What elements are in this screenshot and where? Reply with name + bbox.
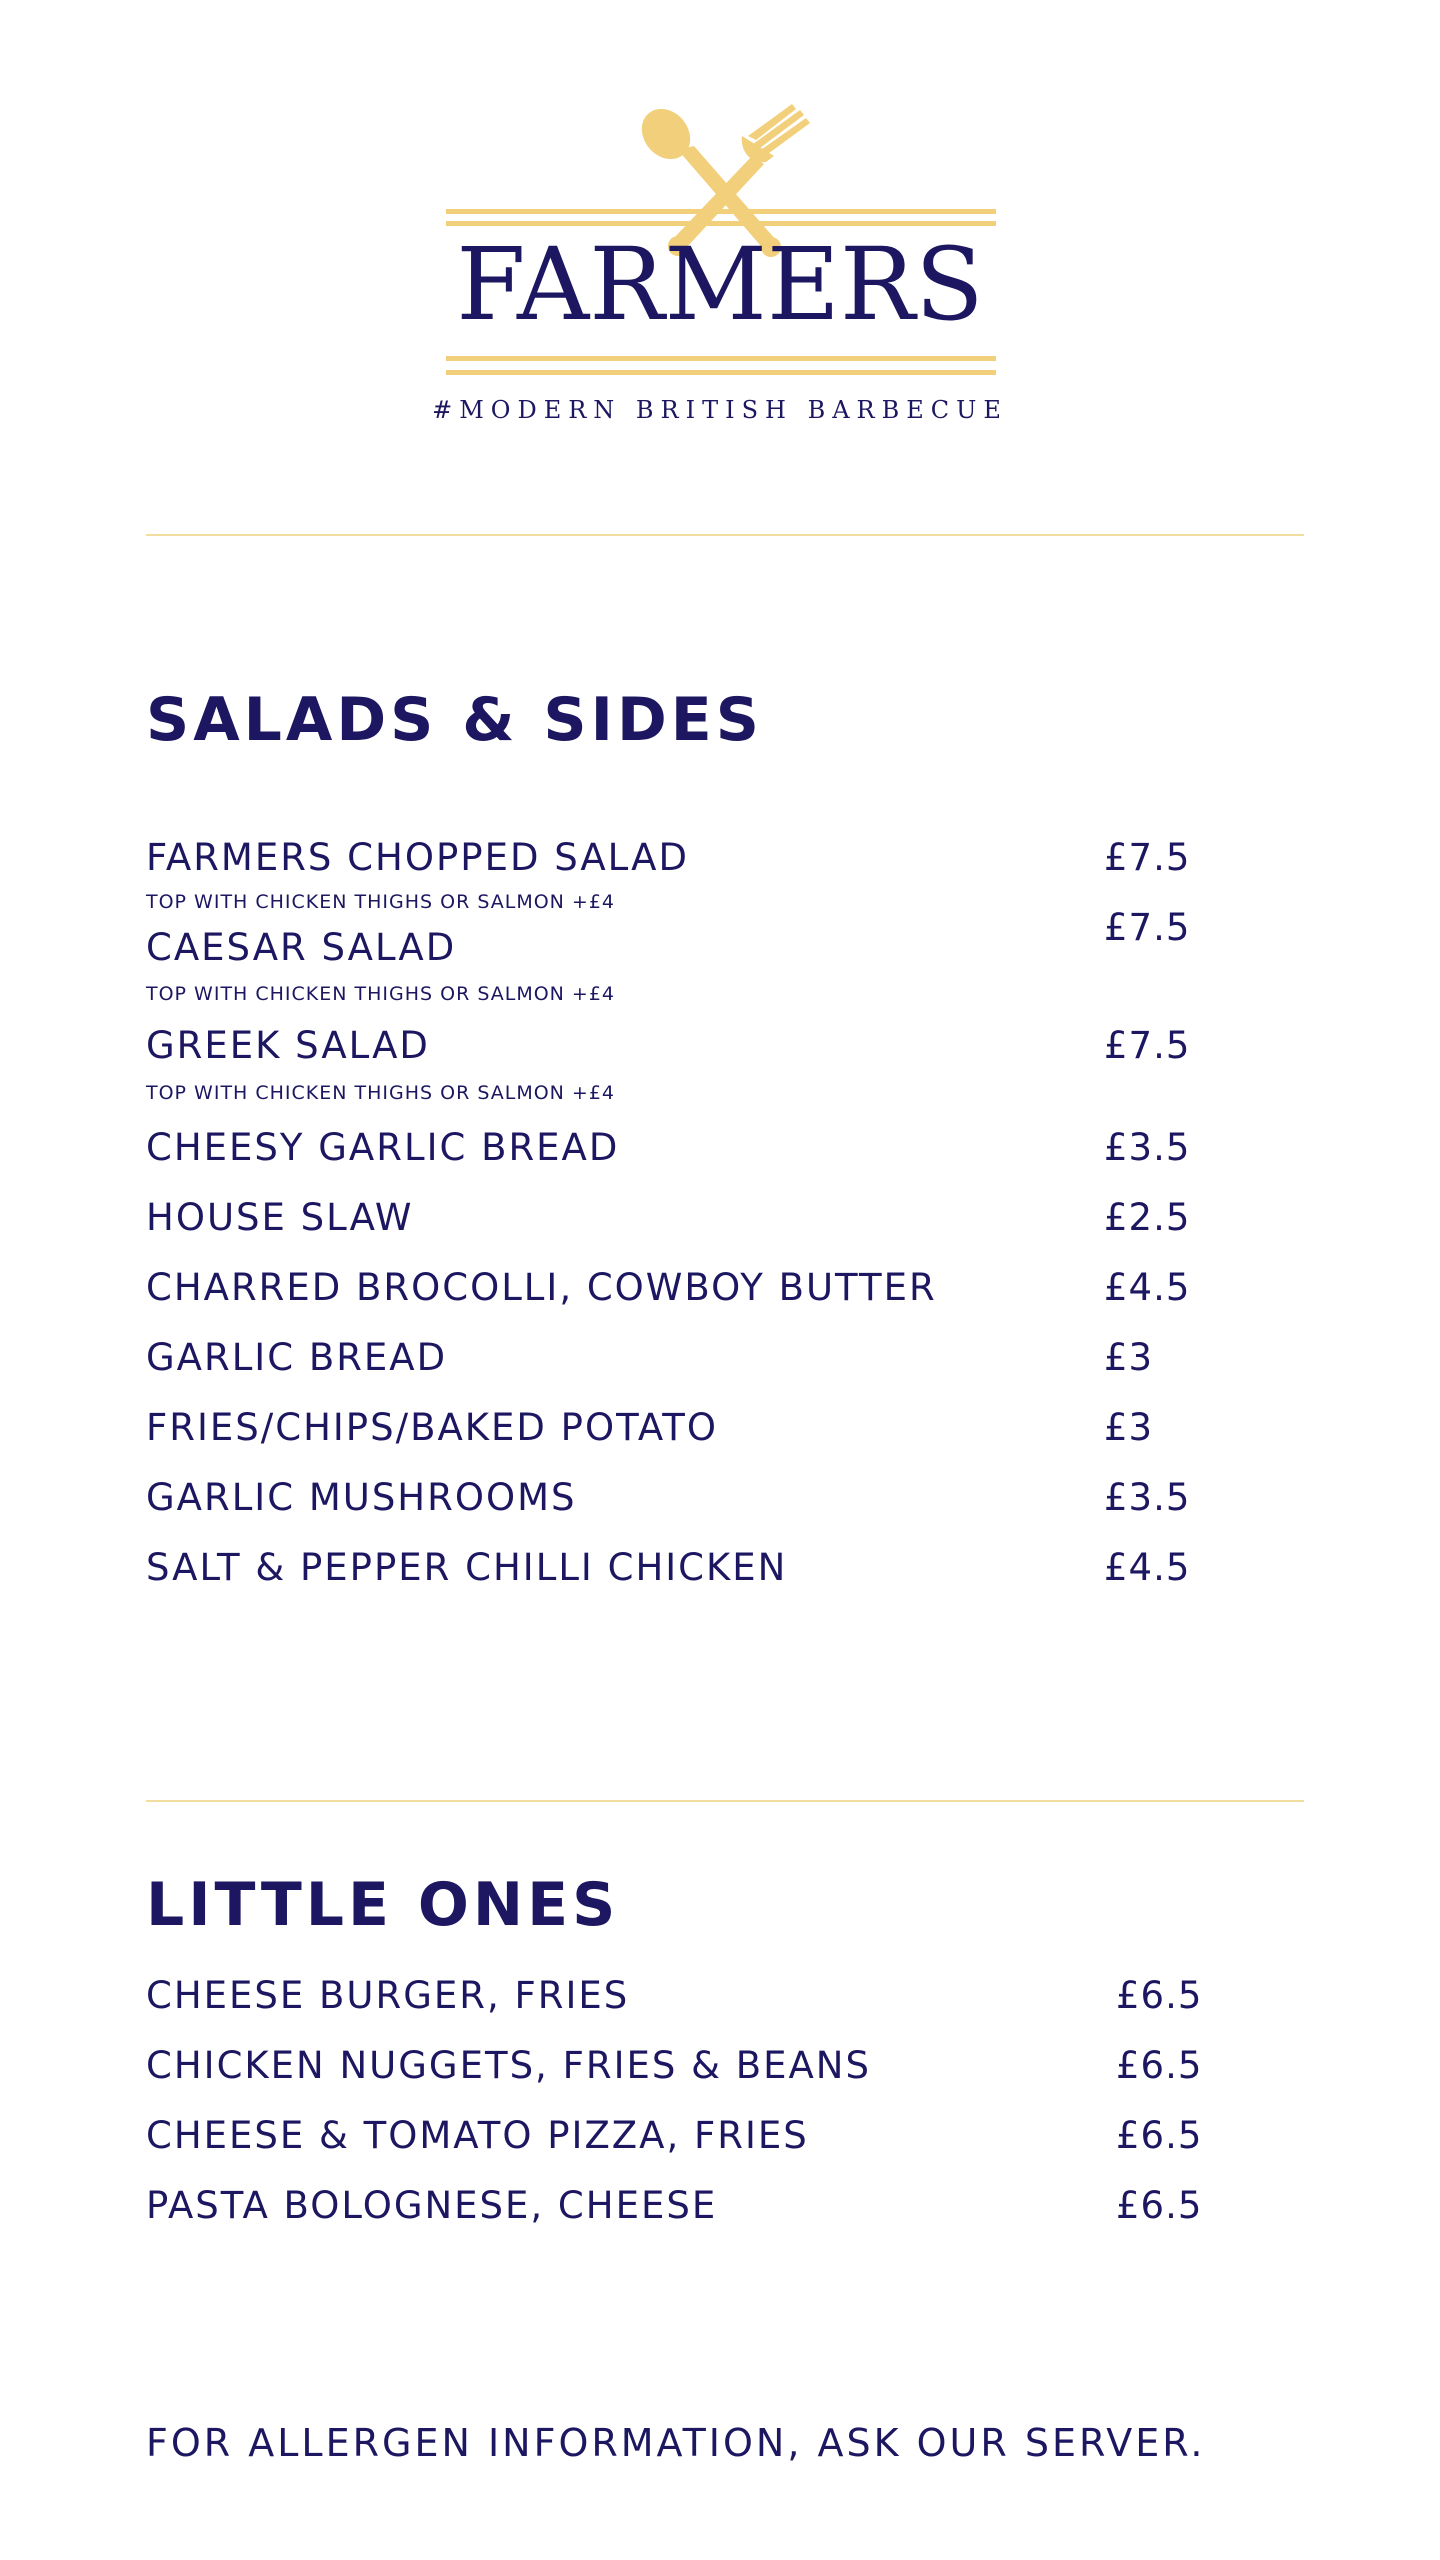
- top-divider: [146, 534, 1304, 536]
- section-heading-little-ones: LITTLE ONES: [146, 1870, 620, 1940]
- menu-item-price: £7.5: [1104, 1024, 1191, 1067]
- middle-divider: [146, 1800, 1304, 1802]
- menu-item-name: CHICKEN NUGGETS, FRIES & BEANS: [146, 2044, 871, 2087]
- allergen-note: FOR ALLERGEN INFORMATION, ASK OUR SERVER.: [146, 2421, 1206, 2465]
- menu-item-price: £4.5: [1104, 1546, 1191, 1589]
- menu-item-name: CHEESY GARLIC BREAD: [146, 1126, 620, 1169]
- menu-item-note: TOP WITH CHICKEN THIGHS OR SALMON +£4: [146, 891, 616, 913]
- menu-item-price: £2.5: [1104, 1196, 1191, 1239]
- menu-item-price: £7.5: [1104, 836, 1191, 879]
- menu-item-note: TOP WITH CHICKEN THIGHS OR SALMON +£4: [146, 983, 616, 1005]
- brand-tagline: #MODERN BRITISH BARBECUE: [432, 396, 1008, 424]
- menu-item-name: FARMERS CHOPPED SALAD: [146, 836, 689, 879]
- brand-logo: [440, 100, 1000, 430]
- menu-item-price: £6.5: [1116, 2184, 1203, 2227]
- menu-item-name: CAESAR SALAD: [146, 926, 457, 969]
- menu-item-note: TOP WITH CHICKEN THIGHS OR SALMON +£4: [146, 1082, 616, 1104]
- menu-item-name: GARLIC BREAD: [146, 1336, 448, 1379]
- menu-item-name: SALT & PEPPER CHILLI CHICKEN: [146, 1546, 788, 1589]
- menu-item-name: GARLIC MUSHROOMS: [146, 1476, 577, 1519]
- menu-item-price: £6.5: [1116, 1974, 1203, 2017]
- brand-name: FARMERS: [456, 226, 984, 343]
- menu-item-price: £3.5: [1104, 1126, 1191, 1169]
- menu-item-name: GREEK SALAD: [146, 1024, 430, 1067]
- menu-item-price: £4.5: [1104, 1266, 1191, 1309]
- menu-item-price: £3: [1104, 1406, 1154, 1449]
- menu-item-price: £3.5: [1104, 1476, 1191, 1519]
- menu-item-name: CHEESE BURGER, FRIES: [146, 1974, 630, 2017]
- section-heading-salads-sides: SALADS & SIDES: [146, 685, 763, 755]
- menu-item-price: £7.5: [1104, 906, 1191, 949]
- menu-item-price: £6.5: [1116, 2044, 1203, 2087]
- menu-item-price: £3: [1104, 1336, 1154, 1379]
- menu-item-price: £6.5: [1116, 2114, 1203, 2157]
- menu-item-name: PASTA BOLOGNESE, CHEESE: [146, 2184, 718, 2227]
- menu-item-name: HOUSE SLAW: [146, 1196, 414, 1239]
- menu-item-name: CHEESE & TOMATO PIZZA, FRIES: [146, 2114, 809, 2157]
- menu-item-name: CHARRED BROCOLLI, COWBOY BUTTER: [146, 1266, 937, 1309]
- menu-item-name: FRIES/CHIPS/BAKED POTATO: [146, 1406, 718, 1449]
